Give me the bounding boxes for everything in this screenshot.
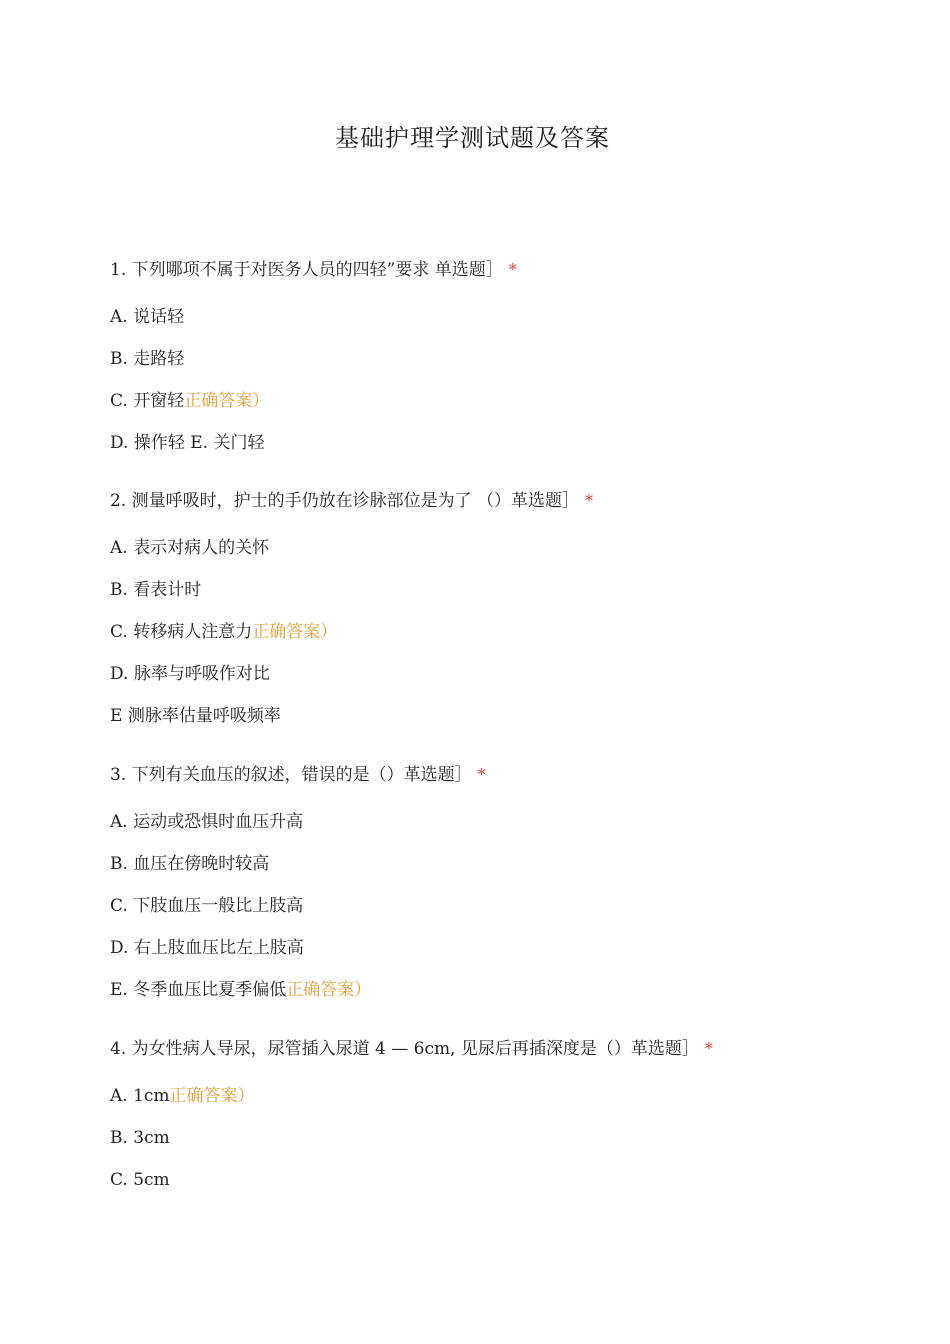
option-text: E 测脉率估量呼吸频率 [110, 706, 281, 726]
option-item[interactable] [110, 695, 870, 737]
question-title [110, 250, 870, 296]
option-item[interactable] [110, 527, 870, 569]
option-item[interactable] [110, 611, 870, 653]
option-text: B. 3cm [110, 1128, 170, 1148]
option-text: B. 看表计时 [110, 580, 202, 600]
option-text: E. 冬季血压比夏季偏低 [110, 980, 287, 1000]
option-text: C. 下肢血压一般比上肢高 [110, 896, 304, 916]
required-star-icon: * [704, 1039, 713, 1058]
option-item[interactable] [110, 296, 870, 338]
question-text: 1. 下列哪项不属于对医务人员的四轻”要求 单选题］ [110, 260, 503, 280]
required-star-icon: * [477, 765, 486, 784]
option-item[interactable] [110, 885, 870, 927]
option-item[interactable] [110, 1159, 870, 1201]
correct-answer-tag: 正确答案） [286, 980, 372, 1000]
question-3 [110, 755, 870, 1011]
option-text: D. 操作轻 E. 关门轻 [110, 433, 265, 453]
option-item[interactable] [110, 380, 870, 422]
question-text: 3. 下列有关血压的叙述，错误的是（）革选题］ [110, 765, 472, 785]
option-item[interactable] [110, 969, 870, 1011]
option-text: B. 走路轻 [110, 349, 185, 369]
option-item[interactable] [110, 338, 870, 380]
question-text: 2. 测量呼吸时，护士的手仍放在诊脉部位是为了 （）革选题］ [110, 491, 580, 511]
required-star-icon: * [585, 491, 594, 510]
correct-answer-tag: 正确答案） [184, 391, 270, 411]
option-text: D. 右上肢血压比左上肢高 [110, 938, 304, 958]
option-text: A. 表示对病人的关怀 [110, 538, 270, 558]
question-1 [110, 250, 870, 464]
option-text: D. 脉率与呼吸作对比 [110, 664, 270, 684]
option-text: A. 说话轻 [110, 307, 185, 327]
option-item[interactable] [110, 801, 870, 843]
option-text: C. 5cm [110, 1170, 170, 1190]
question-title [110, 755, 870, 801]
option-item[interactable] [110, 653, 870, 695]
option-text: C. 转移病人注意力 [110, 622, 253, 642]
option-text: C. 开窗轻 [110, 391, 185, 411]
question-text: 4. 为女性病人导尿，尿管插入尿道 4 — 6cm, 见尿后再插深度是（）革选题］ [110, 1039, 699, 1059]
option-text: A. 运动或恐惧时血压升高 [110, 812, 304, 832]
option-item[interactable] [110, 1117, 870, 1159]
option-item[interactable] [110, 1075, 870, 1117]
correct-answer-tag: 正确答案） [252, 622, 338, 642]
option-item[interactable] [110, 843, 870, 885]
required-star-icon: * [508, 260, 517, 279]
option-text: B. 血压在傍晚时较高 [110, 854, 270, 874]
question-title [110, 1029, 870, 1075]
option-item[interactable] [110, 569, 870, 611]
question-4 [110, 1029, 870, 1201]
option-text: A. 1cm [110, 1086, 170, 1106]
option-item[interactable] [110, 927, 870, 969]
option-item[interactable] [110, 422, 870, 464]
question-2 [110, 481, 870, 737]
question-title [110, 481, 870, 527]
correct-answer-tag: 正确答案） [169, 1086, 255, 1106]
page-title: 基础护理学测试题及答案 [335, 124, 610, 152]
